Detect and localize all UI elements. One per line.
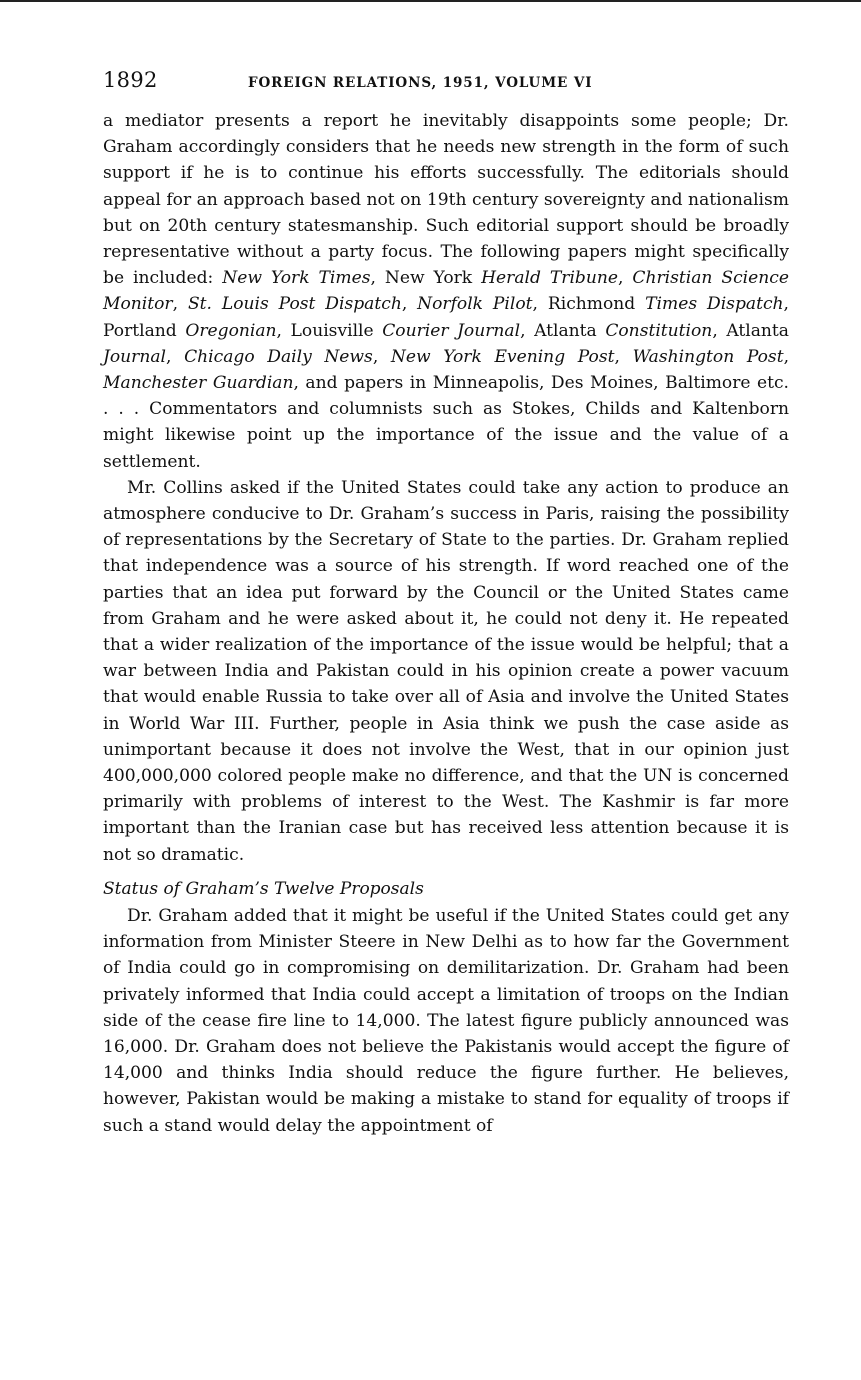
text-run: a mediator presents a report he inevitably disappoints some people; Dr. Graham accordingly considers that he needs new strength in the form of such support if he is to continue his efforts successfully. The editorials should appeal for an approach based not on 19th century sovereignty and nationalism but on 20th century statesmanship. Such editorial support should be broadly representative without a party focus. The following papers might specifically be included: bbox=[103, 111, 789, 289]
newspaper-title: Herald Tribune bbox=[481, 268, 618, 289]
section-heading: Status of Graham’s Twelve Proposals bbox=[103, 878, 424, 899]
newspaper-title: Times Dispatch bbox=[645, 294, 784, 315]
running-head: FOREIGN RELATIONS, 1951, VOLUME VI bbox=[248, 75, 593, 91]
newspaper-title: New York Evening Post bbox=[390, 346, 615, 367]
page-header bbox=[103, 68, 789, 108]
text-run: , Richmond bbox=[532, 294, 646, 315]
newspaper-title: Oregonian bbox=[185, 320, 277, 341]
text-run: , bbox=[401, 294, 418, 315]
text-run: , and papers in Minneapolis, Des Moines, Baltimore etc. . . . Commentators and columnists such as Stokes, Childs and Kaltenborn might likewise point up the importance of the issue and the value of a settlement. bbox=[103, 373, 789, 472]
newspaper-title: Manchester Guardian bbox=[103, 373, 294, 394]
newspaper-title: Norfolk Pilot bbox=[417, 294, 533, 315]
document-page bbox=[103, 68, 789, 1139]
text-run: , bbox=[783, 346, 790, 367]
newspaper-title: Washington Post bbox=[632, 346, 784, 367]
text-run: , New York bbox=[370, 268, 482, 289]
newspaper-title: Courier Journal bbox=[382, 320, 521, 341]
newspaper-title: Constitution bbox=[605, 320, 713, 341]
text-run: , Louisville bbox=[276, 320, 383, 341]
text-run: , Atlanta bbox=[712, 320, 789, 341]
text-run: , bbox=[172, 294, 188, 315]
text-run: , bbox=[614, 346, 633, 367]
text-run: , Atlanta bbox=[520, 320, 606, 341]
newspaper-title: New York Times bbox=[222, 268, 371, 289]
text-run: , bbox=[618, 268, 633, 289]
top-border-rule bbox=[0, 0, 861, 2]
paragraph-1 bbox=[103, 108, 789, 475]
paragraph-2: Mr. Collins asked if the United States could take any action to produce an atmosphere conducive to Dr. Graham’s success in Paris, raising the possibility of representations by the Secretary of State to the parties. Dr. Graham replied that independence was a source of his strength. If word reached one of the parties that an idea put forward by the Council or the United States came from Graham and he were asked about it, he could not deny it. He repeated that a wider realization of the importance of the issue would be helpful; that a war between India and Pakistan could in his opinion create a power vacuum that would enable Russia to take over all of Asia and involve the United States in World War III. Further, people in Asia think we push the case aside as unimportant because it does not involve the West, that in our opinion just 400,000,000 colored people make no difference, and that the UN is concerned primarily with problems of interest to the West. The Kashmir is far more important than the Iranian case but has received less attention because it is not so dramatic. bbox=[103, 477, 789, 865]
text-run: , bbox=[166, 346, 185, 367]
paragraph-3: Dr. Graham added that it might be useful if the United States could get any information from Minister Steere in New Delhi as to how far the Government of India could go in compromising on demilitarization. Dr. Graham had been privately informed that India could accept a limitation of troops on the Indian side of the cease fire line to 14,000. The latest figure publicly announced was 16,000. Dr. Graham does not believe the Pakistanis would accept the figure of 14,000 and thinks India should reduce the figure further. He believes, however, Pakistan would be making a mistake to stand for equality of troops if such a stand would delay the appointment of bbox=[103, 905, 789, 1136]
newspaper-title: Chicago Daily News bbox=[184, 346, 373, 367]
text-run: , Portland bbox=[103, 294, 789, 341]
text-run: , bbox=[372, 346, 391, 367]
page-number: 1892 bbox=[103, 68, 158, 92]
newspaper-title: Journal bbox=[103, 346, 166, 367]
newspaper-title: Christian Science Monitor bbox=[103, 268, 789, 315]
newspaper-title: St. Louis Post Dispatch bbox=[187, 294, 402, 315]
body-text bbox=[103, 108, 789, 1139]
